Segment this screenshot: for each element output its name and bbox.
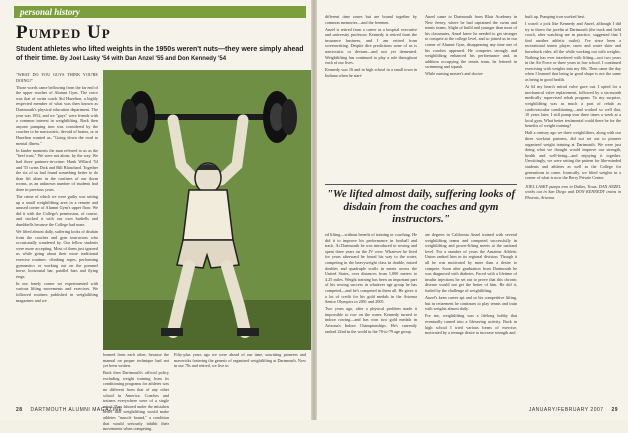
article-headline: Pumped Up — [16, 22, 111, 43]
pull-quote: "We lifted almost daily, suffering looks of disdain from the coaches and gym instructors." — [326, 188, 516, 225]
weightlifter-illustration — [103, 70, 311, 350]
right-lower-column-2 — [425, 232, 517, 337]
paragraph: ed lifting—without benefit of training or coaching. He did it to improve his performance in football and track. At Dartmouth he was introduced to rowing and spent three years on the JV crew. Whatever he lived for years afterward he found his way to the water, competing in the heavyweight class in double, mixed doubles and quadruple sculls in meets across the United States, over distances from 1,000 meters to 4.25 miles. Weight training has been an important part of his rowing success in whatever age group he has competed—and he's competed in them all. He gives it a lot of credit for his gold medals in the Arizona Senior Olympics in 2001 and 2005. — [325, 232, 417, 305]
paragraph: Two years ago, after a physical problem made it impossible to row on the water, Kennedy turned to indoor rowing—and has won two gold medals in Arizona's Indoor Championships. He's currently ranked 22nd in the world in the 70-to-79 age group. — [325, 306, 417, 334]
magazine-name: DARTMOUTH ALUMNI MAGAZINE — [30, 407, 123, 413]
weightlifter-icon — [103, 70, 311, 350]
section-label-bar — [14, 6, 306, 18]
paragraph: Kennedy was 16 and in high school in a small town in Indiana when he start- — [325, 67, 417, 78]
byline: By Joel Lasky '54 with Dan Anzel '55 and Don Kennedy '54 — [59, 56, 227, 62]
deck-text: Student athletes who lifted weights in the 1950s weren't nuts—they were simply ahead of their time. — [16, 46, 304, 62]
right-footer — [529, 407, 618, 413]
paragraph: Anzel came to Dartmouth from Blair Academy in New Jersey, where he had captained the swim and tennis teams. Slight of build and younger than most of his classmates, Anzel knew he needed to get stronger to compete at the college level, and so joined us in our corner of Alumni Gym, disappearing any time one of his coaches appeared. He competes strongly and weightlifting enhanced his performance and, in addition occupying the tennis team, he lettered in swimming and squash. — [425, 14, 517, 70]
paragraph: The crime of which we were guilty was setting up a small weightlifting area in a remote and unused corner of Alumni Gym's upper floor. We did it with the College's permission, of course, and stocked it with our own barbells and dumbbells because the College had none. — [16, 193, 98, 227]
right-page — [317, 0, 628, 420]
paragraph: Half a century ago we three weightlifters, along with our three workout partners, did not set out to pioneer organized weight training at Dartmouth. We were just doing what we thought would improve our strength, health and well-being—and enjoying it together. Unwittingly, we were setting the pattern for like-minded students and athletes as well as the College for generations to come. Ironically, we lifted weights in a corner of what is now the Berry Private Center. — [525, 130, 621, 181]
paragraph: Back then Dartmouth's official policy excluding weight training from its conditioning programs for athletes was no different from that of any other school in America. Coaches and trainers everywhere were of a single mind: They labored under the mistaken belief that weightlifting would make athletes "muscle bound," a condition that would seriously inhibit their movements when competing. — [103, 370, 169, 432]
page-number: 29 — [611, 407, 618, 413]
left-page — [0, 0, 311, 432]
left-column-1 — [16, 72, 98, 305]
issue-date: JANUARY/FEBRUARY 2007 — [528, 407, 604, 413]
right-column-3 — [525, 14, 621, 202]
article-deck — [16, 45, 306, 64]
paragraph: Fifty-plus years ago we were ahead of our time, unwitting pioneers and mavericks fostering the genesis of organized weightlifting at Dartmouth. Now in our 70s and retired, we live in — [174, 352, 306, 369]
page-number: 28 — [16, 407, 23, 413]
paragraph: learned from each other, because the manual on proper technique had not yet been written. — [103, 352, 169, 369]
paragraph: Anzel is retired from a career as a hospital executive and university professor; Kennedy is retired from the insurance business, and I am retired from screenwriting. Despite dire predictions none of us is narcissistic or deviant—and not yet demented. Weightlifting has continued to play a role throughout each of our lives. — [325, 26, 417, 66]
paragraph: built up. Pumping iron worked best. — [525, 14, 586, 19]
right-column-1 — [325, 14, 417, 80]
paragraph: In kinder moments the man referred to us as the "beef trust." We were not alone, by the way. We had three partners-in-crime: Hank Willard '54 and '55 twins Dick and Bill Blanchard. Together the six of us had found something better to do than lift alone in the confines of our dorm rooms, as an unknown number of students had done in previous years. — [16, 147, 98, 192]
paragraph: different time zones but are bound together by common memories—and the freemen. — [325, 14, 417, 25]
quote-rule-top — [325, 184, 517, 185]
paragraph: At 64 my heart's mitral valve gave out. I opted for a mechanical valve replacement, followed by a six-month medically supervised rehab program. To my surprise, weightlifting was as much a part of rehab as cardiovascular conditioning—and worked so well that, 10 years later, I still pump iron three times a week at a local gym. What better testimonial could there be for the benefits of weight training? — [525, 84, 621, 129]
paragraph: We lifted almost daily, suffering looks of disdain from the coaches and gym instructors who occasionally wandered by. Our fellow students were more accepting. Most of them just ignored us while going about their more traditional exercise routines: climbing ropes, performing gymnastics or working out on the pommel horse, horizontal bar, parallel bars and flying rings. — [16, 229, 98, 279]
paragraph: Anzel's keen career spt and so his competitive lifting, but in retirement he continues to play tennis and train with weights almost daily. — [425, 295, 517, 312]
left-footer — [16, 407, 122, 413]
paragraph: While earning master's and doctor- — [425, 71, 484, 77]
right-column-2 — [425, 14, 517, 79]
section-label: personal history — [20, 7, 80, 17]
paragraph: Those words came bellowing from the far end of the upper reaches of Alumni Gym. The voice was that of swim coach Sid Hazelton, a highly respected member of what was then known as Dartmouth's physical education department. The year was 1952, and we "guys" were friends with a common interest in weightlifting. Back then anyone pumping iron was considered by the coaches to be narcissistic, devoid of brains, or at Hazelton wanted us, "Going down the road to mental illness." — [16, 84, 98, 146]
paragraph: In our lonely corner we experimented with various lifting movements and exercises. We followed routines published in weightlifting magazines and we — [16, 280, 98, 303]
paragraph: For me, weightlifting was a lifelong hobby that eventually turned into a lifesaving activity. Back in high school I tried various forms of exercise, motivated by a teenage desire to increase strength and — [425, 313, 517, 336]
author-note: JOEL LASKY pumps iron in Dallas, Texas. DAN ANZEL works out in San Diego and DON KENNEDY trains in Phoenix, Arizona. — [525, 183, 621, 200]
paragraph: I wasn't a jock like Kennedy and Anzel, although I did try to throw the javelin at Dartmouth (the track and field coach, after watching me in practice, suggested that I find another athletic outlet). I've since been a recreational tennis player, snow and water skier and horseback rider, all the while working out with weights. Nothing has ever interfered with lifting—not two years in the Air Force or three years in law school. I continued exercising with weights into my 60s. Then came the day when I learned that being in good shape is not the same as being in good health. — [525, 21, 621, 83]
paragraph: "WHAT DO YOU GUYS THINK YOU'RE DOING?" — [16, 72, 98, 83]
left-column-3 — [174, 352, 306, 370]
right-lower-column-1 — [325, 232, 417, 336]
paragraph: ate degrees in California Anzel trained with several weightlifting teams and competed successfully in weightlifting and power-lifting meets at the national level. For a number of years the Amateur Athletic Union ranked him in its regional division. Though it all he was motivated by more than a desire to compete. Soon after graduation from Dartmouth he was diagnosed with diabetes. Faced with a lifetime of insulin injections he set out to prove that this chronic disease would not get the better of him. He did it, fueled by the challenge of weightlifting. — [425, 232, 517, 293]
notebook-vertical-label — [2, 14, 10, 74]
left-column-2 — [103, 352, 169, 433]
